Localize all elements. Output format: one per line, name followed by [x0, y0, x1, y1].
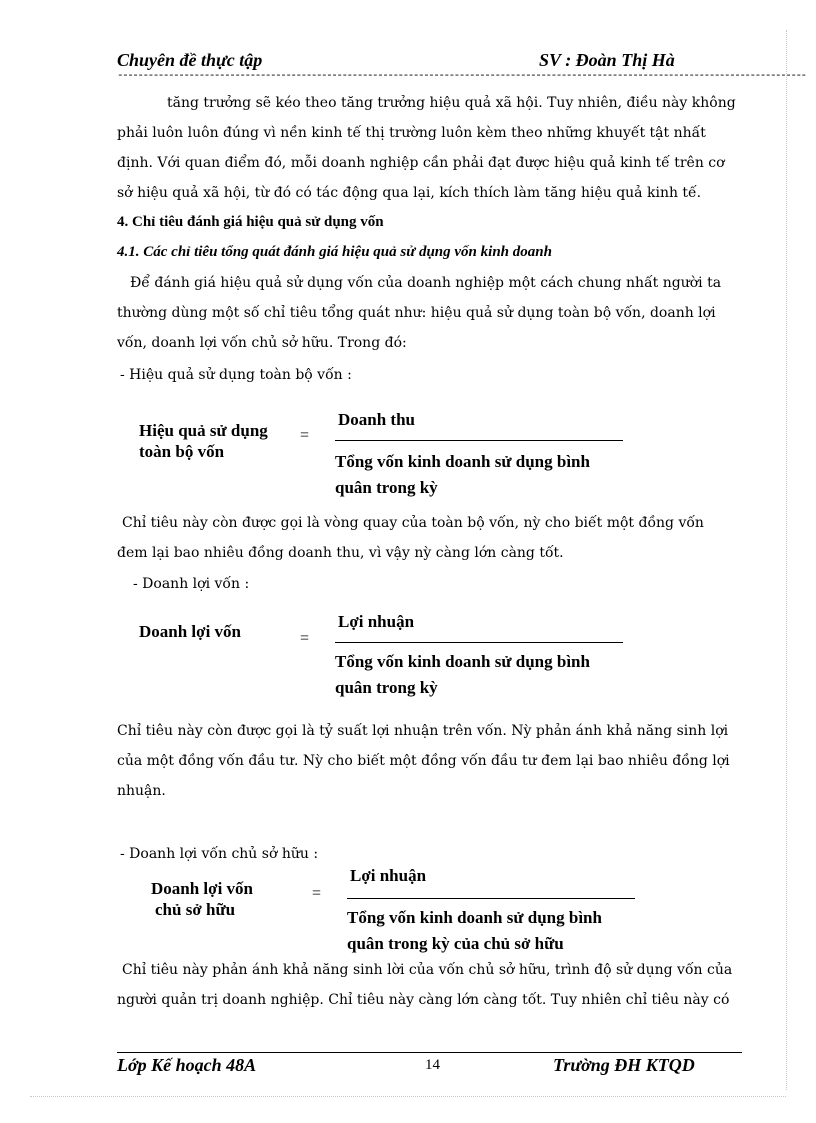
- footer-right: Trường ĐH KTQD: [553, 1055, 695, 1075]
- formula2-lhs-line-1: Doanh lợi vốn: [139, 622, 241, 641]
- intro-line-1: tăng trưởng sẽ kéo theo tăng trưởng hiệu quả xã hội. Tuy nhiên, điều này không: [167, 95, 736, 111]
- sub-paragraph: [117, 268, 739, 358]
- formula3-lhs-line-2: chủ sở hữu: [155, 900, 236, 919]
- formula2-equals: =: [300, 630, 310, 647]
- formula2-fraction-bar: [335, 642, 623, 643]
- formula1-lhs-line-1: Hiệu quả sử dụng: [139, 421, 268, 440]
- subsection-heading: 4.1. Các chỉ tiêu tổng quát đánh giá hiệu quả sử dụng vốn kinh doanh: [117, 244, 552, 260]
- formula3-equals: =: [312, 885, 322, 902]
- formula2-denominator-line-2: quân trong kỳ: [335, 678, 438, 697]
- item1-explain-line-1: Chỉ tiêu này còn được gọi là vòng quay của toàn bộ vốn, nỳ cho biết một đồng vốn: [122, 515, 704, 531]
- formula3-fraction-bar: [347, 898, 635, 899]
- formula1-denominator-line-1: Tổng vốn kinh doanh sử dụng bình: [335, 452, 590, 471]
- item1-explain: [117, 508, 739, 568]
- header-separator: ---------------------------------------------------------------------------------------------------------------------------------------: [117, 70, 806, 82]
- formula3-lhs: [151, 878, 253, 920]
- intro-line-3: định. Với quan điểm đó, mỗi doanh nghiệp cần phải đạt được hiệu quả kinh tế trên cơ: [117, 155, 725, 171]
- formula3-denominator-line-1: Tổng vốn kinh doanh sử dụng bình: [347, 908, 602, 927]
- formula1-numerator: Doanh thu: [338, 410, 416, 429]
- formula2-denominator: [335, 649, 590, 701]
- item2-explain-line-1: Chỉ tiêu này còn được gọi là tỷ suất lợi nhuận trên vốn. Nỳ phản ánh khả năng sinh lợi: [117, 723, 729, 739]
- formula1-lhs: [139, 420, 268, 462]
- item3-label: - Doanh lợi vốn chủ sở hữu :: [120, 846, 319, 862]
- item1-explain-line-2: đem lại bao nhiêu đồng doanh thu, vì vậy nỳ càng lớn càng tốt.: [117, 545, 564, 561]
- footer-rule: [117, 1052, 742, 1053]
- formula1-denominator-line-2: quân trong kỳ: [335, 478, 438, 497]
- item3-explain-line-1: Chỉ tiêu này phản ánh khả năng sinh lời của vốn chủ sở hữu, trình độ sử dụng vốn của: [122, 962, 733, 978]
- formula3-lhs-line-1: Doanh lợi vốn: [151, 879, 253, 898]
- item3-explain: [117, 955, 739, 1015]
- sub-line-1: Để đánh giá hiệu quả sử dụng vốn của doanh nghiệp một cách chung nhất người ta: [130, 275, 722, 291]
- footer-left: Lớp Kế hoạch 48A: [117, 1055, 257, 1075]
- formula1-fraction-bar: [335, 440, 623, 441]
- page-number: 14: [425, 1057, 440, 1073]
- formula2-denominator-line-1: Tổng vốn kinh doanh sử dụng bình: [335, 652, 590, 671]
- item2-label: - Doanh lợi vốn :: [133, 576, 250, 592]
- sub-line-3: vốn, doanh lợi vốn chủ sở hữu. Trong đó:: [117, 335, 407, 351]
- item2-explain: [117, 716, 739, 806]
- formula1-denominator: [335, 449, 590, 501]
- intro-paragraph: [117, 88, 739, 208]
- formula3-denominator-line-2: quân trong kỳ của chủ sở hữu: [347, 934, 564, 953]
- formula1-lhs-line-2: toàn bộ vốn: [139, 442, 225, 461]
- formula2-numerator: Lợi nhuận: [338, 612, 415, 631]
- intro-line-2: phải luôn luôn đúng vì nền kinh tế thị trường luôn kèm theo những khuyết tật nhất: [117, 125, 706, 141]
- page-border-bottom: [30, 1096, 786, 1097]
- sub-line-2: thường dùng một số chỉ tiêu tổng quát như: hiệu quả sử dụng toàn bộ vốn, doanh lợi: [117, 305, 716, 321]
- intro-line-4: sở hiệu quả xã hội, từ đó có tác động qua lại, kích thích làm tăng hiệu quả kinh tế.: [117, 185, 702, 201]
- page-border-right: [786, 30, 787, 1090]
- formula1-equals: =: [300, 427, 310, 444]
- formula3-denominator: [347, 905, 602, 957]
- item2-explain-line-3: nhuận.: [117, 783, 166, 799]
- section-heading: 4. Chỉ tiêu đánh giá hiệu quả sử dụng vốn: [117, 214, 384, 230]
- item2-explain-line-2: của một đồng vốn đầu tư. Nỳ cho biết một đồng vốn đầu tư đem lại bao nhiêu đồng lợi: [117, 753, 730, 769]
- header-right: SV : Đoàn Thị Hà: [539, 50, 675, 70]
- item3-explain-line-2: người quản trị doanh nghiệp. Chỉ tiêu này càng lớn càng tốt. Tuy nhiên chỉ tiêu này có: [117, 992, 730, 1008]
- header-left: Chuyên đề thực tập: [117, 50, 263, 70]
- formula2-lhs: [139, 621, 241, 642]
- item1-label: - Hiệu quả sử dụng toàn bộ vốn :: [120, 367, 352, 383]
- formula3-numerator: Lợi nhuận: [350, 866, 427, 885]
